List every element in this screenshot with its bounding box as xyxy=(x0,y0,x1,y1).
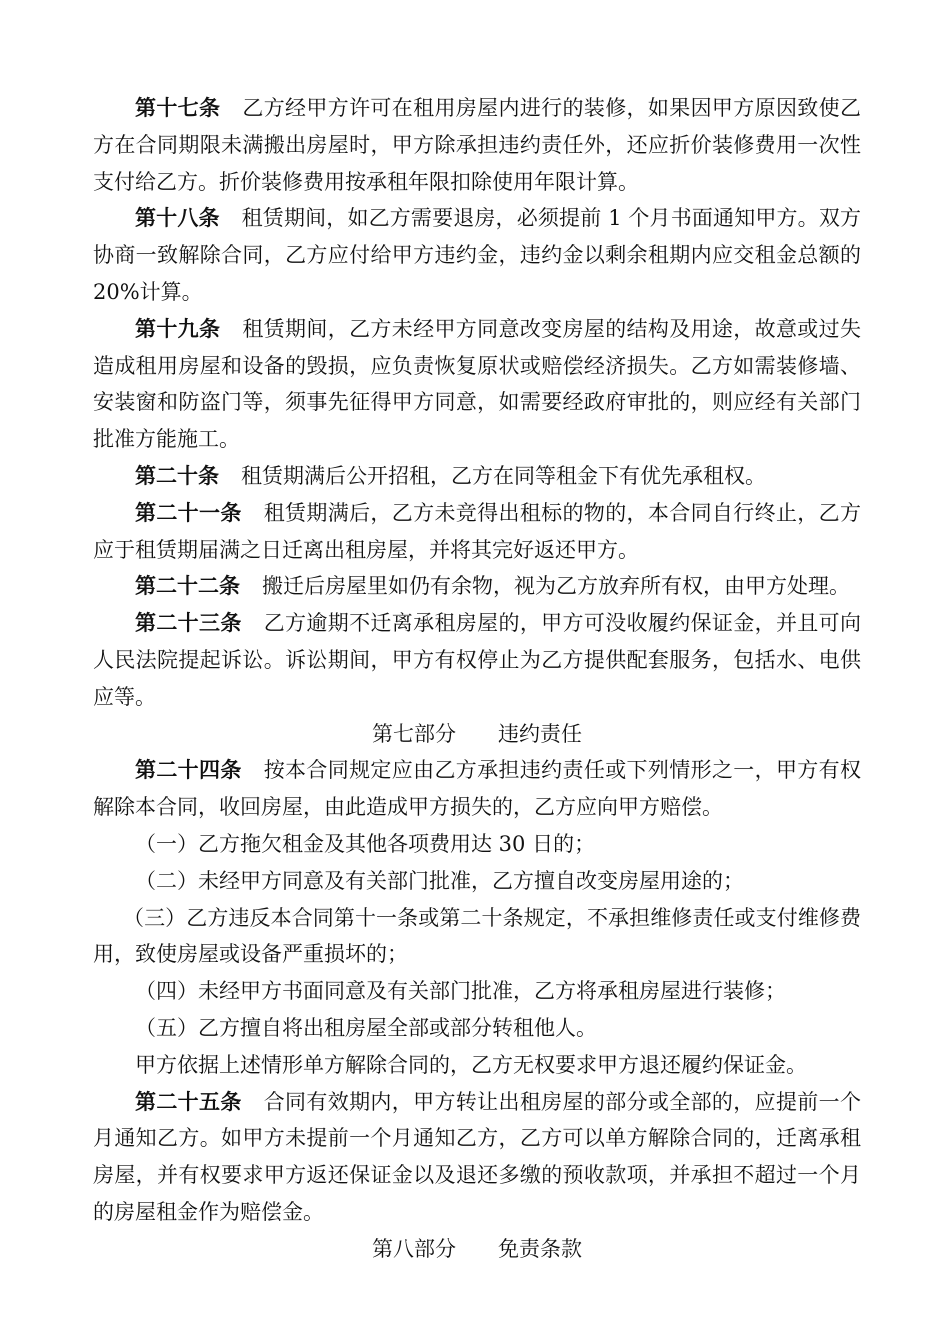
article-heading: 第十九条 xyxy=(135,315,221,341)
section-part: 第七部分 xyxy=(372,721,456,746)
article-17 xyxy=(93,90,861,200)
section-title: 免责条款 xyxy=(498,1236,582,1261)
article-23 xyxy=(93,605,861,715)
list-item: （五）乙方擅自将出租房屋全部或部分转租他人。 xyxy=(135,1015,597,1040)
article-text: 租赁期间，乙方未经甲方同意改变房屋的结构及用途，故意或过失造成租用房屋和设备的毁损，应负责恢复原状或赔偿经济损失。乙方如需装修墙、安装窗和防盗门等，须事先征得甲方同意，如需要经政府审批的，则应经有关部门批准方能施工。 xyxy=(93,316,861,452)
article-18 xyxy=(93,200,861,310)
article-heading: 第二十条 xyxy=(135,462,219,488)
article-heading: 第十七条 xyxy=(135,95,221,120)
article-text: 租赁期满后公开招租，乙方在同等租金下有优先承租权。 xyxy=(241,463,766,488)
article-heading: 第二十五条 xyxy=(135,1088,242,1114)
article-20 xyxy=(93,458,861,495)
section-part: 第八部分 xyxy=(372,1236,456,1261)
article-21 xyxy=(93,495,861,569)
article-text: 乙方经甲方许可在租用房屋内进行的装修，如果因甲方原因致使乙方在合同期限未满搬出房屋时，甲方除承担违约责任外，还应折价装修费用一次性支付给乙方。折价装修费用按承租年限扣除使用年限计算。 xyxy=(93,96,861,194)
article-heading: 第十八条 xyxy=(135,205,220,231)
article-text: 搬迁后房屋里如仍有余物，视为乙方放弃所有权，由甲方处理。 xyxy=(262,574,850,599)
article-22 xyxy=(93,568,861,605)
article-25 xyxy=(93,1084,861,1231)
list-item: （一）乙方拖欠租金及其他各项费用达 30 日的； xyxy=(135,831,596,856)
article-text: 租赁期间，如乙方需要退房，必须提前 1 个月书面通知甲方。双方协商一致解除合同，乙方应付给甲方违约金，违约金以剩余租期内应交租金总额的 20%计算。 xyxy=(93,206,861,304)
article-text: 按本合同规定应由乙方承担违约责任或下列情形之一，甲方有权解除本合同，收回房屋，由此造成甲方损失的，乙方应向甲方赔偿。 xyxy=(93,758,861,820)
article-text: 租赁期满后，乙方未竞得出租标的物的，本合同自行终止，乙方应于租赁期届满之日迁离出租房屋，并将其完好返还甲方。 xyxy=(93,500,861,562)
article-19 xyxy=(93,311,861,458)
contract-page xyxy=(93,90,861,1268)
summary-text: 甲方依据上述情形单方解除合同的，乙方无权要求甲方退还履约保证金。 xyxy=(135,1052,807,1077)
article-24 xyxy=(93,752,861,826)
article-heading: 第二十二条 xyxy=(135,573,240,599)
article-heading: 第二十四条 xyxy=(135,757,242,783)
section-heading-8 xyxy=(93,1231,861,1268)
article-heading: 第二十一条 xyxy=(135,499,242,525)
list-item: （二）未经甲方同意及有关部门批准，乙方擅自改变房屋用途的； xyxy=(135,868,744,893)
article-text: 乙方逾期不迁离承租房屋的，甲方可没收履约保证金，并且可向人民法院提起诉讼。诉讼期间，甲方有权停止为乙方提供配套服务，包括水、电供应等。 xyxy=(93,611,861,709)
article-text: 合同有效期内，甲方转让出租房屋的部分或全部的，应提前一个月通知乙方。如甲方未提前一个月通知乙方，乙方可以单方解除合同的，迁离承租房屋，并有权要求甲方返还保证金以及退还多缴的预收款项，并承担不超过一个月的房屋租金作为赔偿金。 xyxy=(93,1089,861,1224)
section-heading-7 xyxy=(93,716,861,753)
list-item: （三）乙方违反本合同第十一条或第二十条规定，不承担维修责任或支付维修费用，致使房屋或设备严重损坏的； xyxy=(93,905,861,967)
article-heading: 第二十三条 xyxy=(135,610,242,636)
list-item: （四）未经甲方书面同意及有关部门批准，乙方将承租房屋进行装修； xyxy=(135,979,786,1004)
section-title: 违约责任 xyxy=(498,721,582,746)
